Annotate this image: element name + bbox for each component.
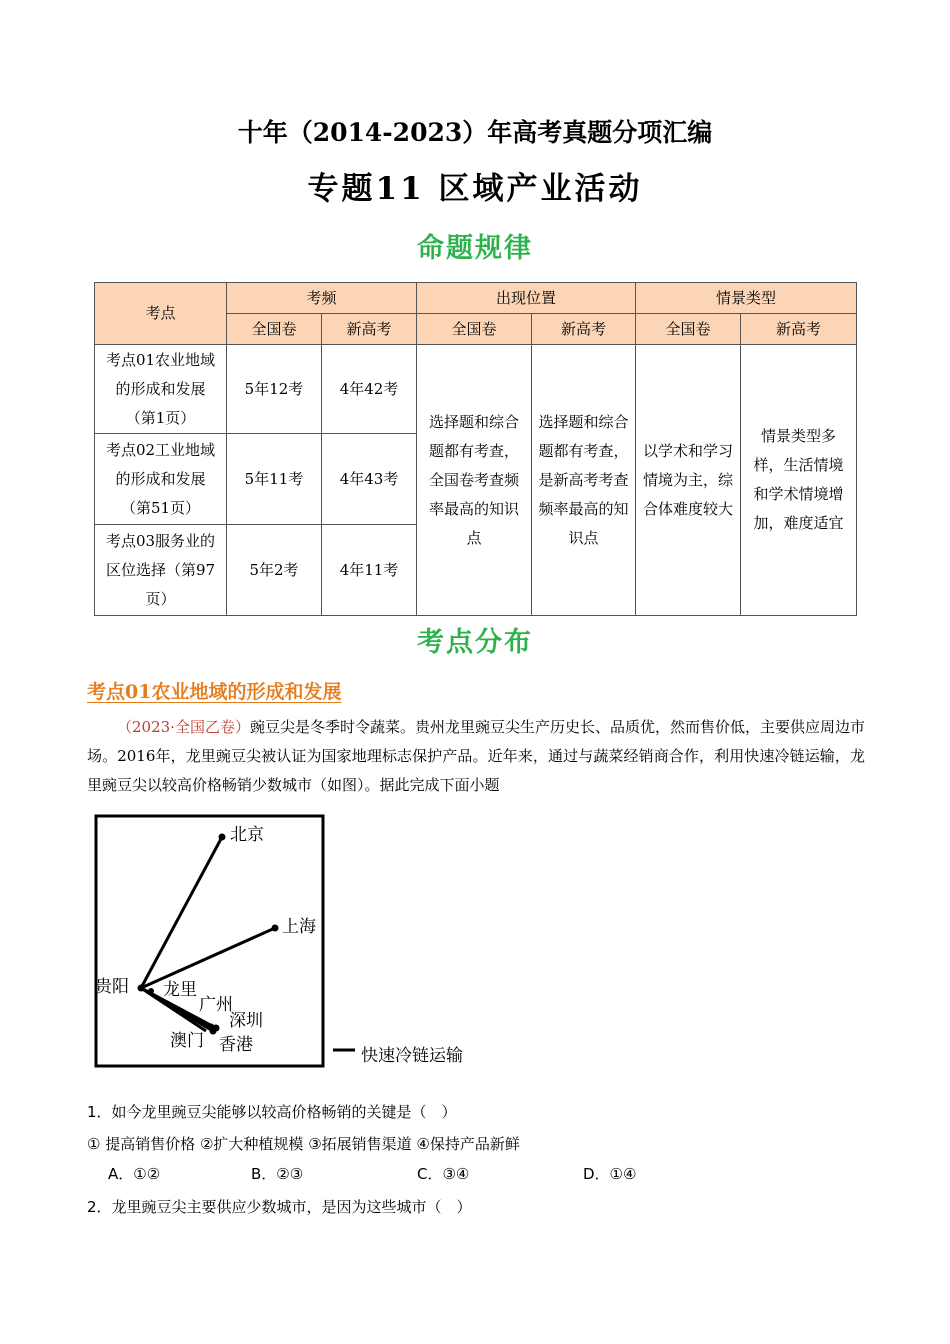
- table-cell-newexam: 4年43考: [322, 434, 417, 525]
- city-dot-beijing: [219, 834, 226, 841]
- header-kaodian: 考点: [95, 283, 227, 345]
- question-1-items: ① 提高销售价格 ②扩大种植规模 ③拓展销售渠道 ④保持产品新鲜: [87, 1135, 520, 1153]
- route-line-shanghai: [141, 928, 275, 988]
- table-cell-pos-new: 选择题和综合题都有考查，是新高考考查频率最高的知识点: [532, 345, 636, 616]
- header-qingjing: 情景类型: [636, 283, 857, 314]
- topic-heading-kd01: 考点01农业地域的形成和发展: [87, 681, 342, 703]
- city-label-macau: 澳门: [170, 1031, 204, 1051]
- section-heading-distribution: 考点分布: [417, 627, 533, 658]
- option-d: D．①④: [583, 1165, 637, 1183]
- city-label-shenzhen: 深圳: [229, 1011, 263, 1031]
- table-cell-national: 5年11考: [227, 434, 322, 525]
- city-label-shanghai: 上海: [282, 917, 316, 937]
- table-cell-national: 5年12考: [227, 345, 322, 434]
- city-dot-shanghai: [272, 925, 279, 932]
- option-a: A．①②: [108, 1165, 161, 1183]
- table-cell-point: 考点03服务业的区位选择（第97页）: [95, 525, 227, 616]
- city-dot-longli: [148, 988, 154, 994]
- table-cell-point: 考点02工业地域的形成和发展（第51页）: [95, 434, 227, 525]
- city-label-beijing: 北京: [230, 825, 264, 845]
- question-source: （2023·全国乙卷）: [117, 718, 250, 736]
- rules-table: [94, 282, 857, 616]
- route-line-beijing: [141, 837, 222, 988]
- subheader: 新高考: [322, 314, 417, 345]
- city-label-hongkong: 香港: [219, 1035, 253, 1055]
- header-kaopin: 考频: [227, 283, 417, 314]
- cold-chain-map: [93, 813, 493, 1073]
- option-b: B．②③: [251, 1165, 304, 1183]
- city-label-longli: 龙里: [163, 980, 197, 1000]
- map-legend-label: 快速冷链运输: [361, 1046, 463, 1066]
- question-text: 豌豆尖是冬季时令蔬菜。贵州龙里豌豆尖生产历史长、品质优，然而售价低，主要供应周边市场。2016年，龙里豌豆尖被认证为国家地理标志保护产品。近年来，通过与蔬菜经销商合作，利用快速冷链运输，龙里豌豆尖以较高价格畅销少数城市（如图）。据此完成下面小题: [87, 718, 865, 794]
- subheader: 全国卷: [636, 314, 741, 345]
- question-2: 2．龙里豌豆尖主要供应少数城市，是因为这些城市（ ）: [87, 1198, 472, 1216]
- table-cell-scene-new: 情景类型多样，生活情境和学术情境增加，难度适宜: [741, 345, 857, 616]
- header-weizhi: 出现位置: [417, 283, 636, 314]
- document-title: 十年（2014-2023）年高考真题分项汇编: [237, 118, 713, 147]
- city-dot-guiyang: [138, 985, 145, 992]
- table-cell-scene-national: 以学术和学习情境为主，综合体难度较大: [636, 345, 741, 616]
- question-stem: [87, 713, 865, 800]
- question-1: 1．如今龙里豌豆尖能够以较高价格畅销的关键是（ ）: [87, 1103, 457, 1121]
- topic-title: 专题11 区域产业活动: [307, 171, 643, 207]
- table-cell-newexam: 4年11考: [322, 525, 417, 616]
- section-heading-rules: 命题规律: [417, 233, 533, 264]
- city-dot-hongkong: [210, 1028, 217, 1035]
- subheader: 新高考: [532, 314, 636, 345]
- subheader: 全国卷: [227, 314, 322, 345]
- table-cell-point: 考点01农业地域的形成和发展（第1页）: [95, 345, 227, 434]
- table-cell-newexam: 4年42考: [322, 345, 417, 434]
- table-cell-pos-national: 选择题和综合题都有考查，全国卷考查频率最高的知识点: [417, 345, 532, 616]
- table-cell-national: 5年2考: [227, 525, 322, 616]
- city-label-guiyang: 贵阳: [95, 977, 129, 997]
- subheader: 新高考: [741, 314, 857, 345]
- city-label-guangzhou: 广州: [199, 995, 233, 1015]
- option-c: C．③④: [417, 1165, 470, 1183]
- subheader: 全国卷: [417, 314, 532, 345]
